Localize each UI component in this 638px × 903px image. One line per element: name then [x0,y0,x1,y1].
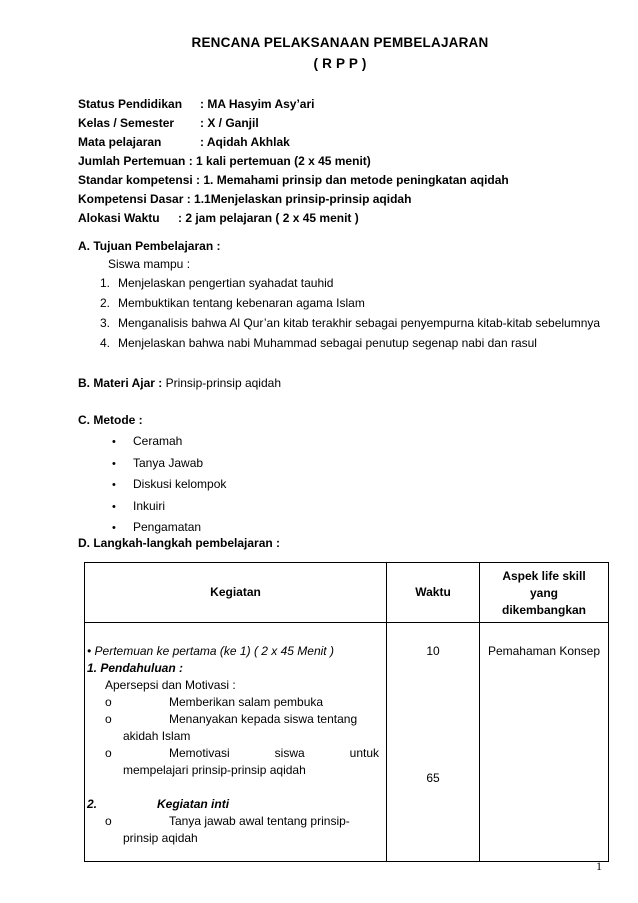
list-item: o Menanyakan kepada siswa tentang [105,712,358,726]
header-kegiatan: Kegiatan [210,585,261,599]
apersepsi-line: Apersepsi dan Motivasi : [105,678,236,692]
inti-heading: 2. Kegiatan inti [87,797,230,811]
document-subtitle: ( R P P ) [313,56,367,71]
table-divider [85,622,608,623]
kompetensi-dasar: Kompetensi Dasar : 1.1Menjelaskan prinsip-prinsip aqidah [78,192,412,206]
header-waktu: Waktu [415,585,451,599]
list-item: 3. Menganalisis bahwa Al Qur’an kitab terakhir sebagai penyempurna kitab-kitab sebelumnya [100,316,601,330]
section-a-heading: A. Tujuan Pembelajaran : [78,239,221,253]
list-item: 1. Menjelaskan pengertian syahadat tauhid [100,276,334,290]
list-item-cont: prinsip aqidah [123,831,198,845]
waktu-value-2: 65 [426,771,440,785]
pertemuan-line: • Pertemuan ke pertama (ke 1) ( 2 x 45 Menit ) [87,644,334,658]
pendahuluan-heading: 1. Pendahuluan : [87,661,184,675]
kelas-label: Kelas / Semester [78,116,175,130]
section-d-heading: D. Langkah-langkah pembelajaran : [78,536,281,550]
list-item: 2. Membuktikan tentang kebenaran agama Islam [100,296,365,310]
alokasi-value: : 2 jam pelajaran ( 2 x 45 menit ) [178,211,359,225]
list-item: o Memberikan salam pembuka [105,695,324,709]
alokasi-label: Alokasi Waktu [78,211,160,225]
tujuan-intro: Siswa mampu : [108,257,191,271]
list-item: o Memotivasi siswa untuk [105,746,379,760]
list-item: • Tanya Jawab [112,455,204,470]
header-aspek: Aspek life skill yang dikembangkan [501,569,587,617]
section-c-heading: C. Metode : [78,413,143,427]
jumlah-pertemuan: Jumlah Pertemuan : 1 kali pertemuan (2 x 45 menit) [78,154,371,168]
aspek-value: Pemahaman Konsep [487,644,601,658]
kelas-value: : X / Ganjil [200,116,259,130]
section-b-heading: B. Materi Ajar : Prinsip-prinsip aqidah [78,376,281,390]
metode-list [112,431,226,539]
kegiatan-cell [87,643,379,847]
waktu-value-1: 10 [426,644,440,658]
list-item: • Inkuiri [112,498,166,513]
mapel-label: Mata pelajaran [78,135,162,149]
list-item-cont: akidah Islam [123,729,191,743]
materi-text: Prinsip-prinsip aqidah [165,376,281,390]
table-divider [386,563,387,861]
status-label: Status Pendidikan [78,97,183,111]
list-item: • Diskusi kelompok [112,477,227,491]
langkah-table [84,562,609,862]
status-value: : MA Hasyim Asy’ari [200,97,315,111]
list-item: • Ceramah [112,434,183,448]
document-title: RENCANA PELAKSANAAN PEMBELAJARAN [191,35,489,50]
list-item: o Tanya jawab awal tentang prinsip- [105,814,350,828]
tujuan-list [90,275,610,355]
mapel-value: : Aqidah Akhlak [200,135,290,149]
page-number: 1 [596,859,602,873]
list-item: 4. Menjelaskan bahwa nabi Muhammad sebagai penutup segenap nabi dan rasul [100,336,537,350]
standar-kompetensi: Standar kompetensi : 1. Memahami prinsip dan metode peningkatan aqidah [78,173,509,187]
list-item-cont: mempelajari prinsip-prinsip aqidah [123,763,306,777]
list-item: • Pengamatan [112,520,202,534]
identity-block [78,95,509,228]
